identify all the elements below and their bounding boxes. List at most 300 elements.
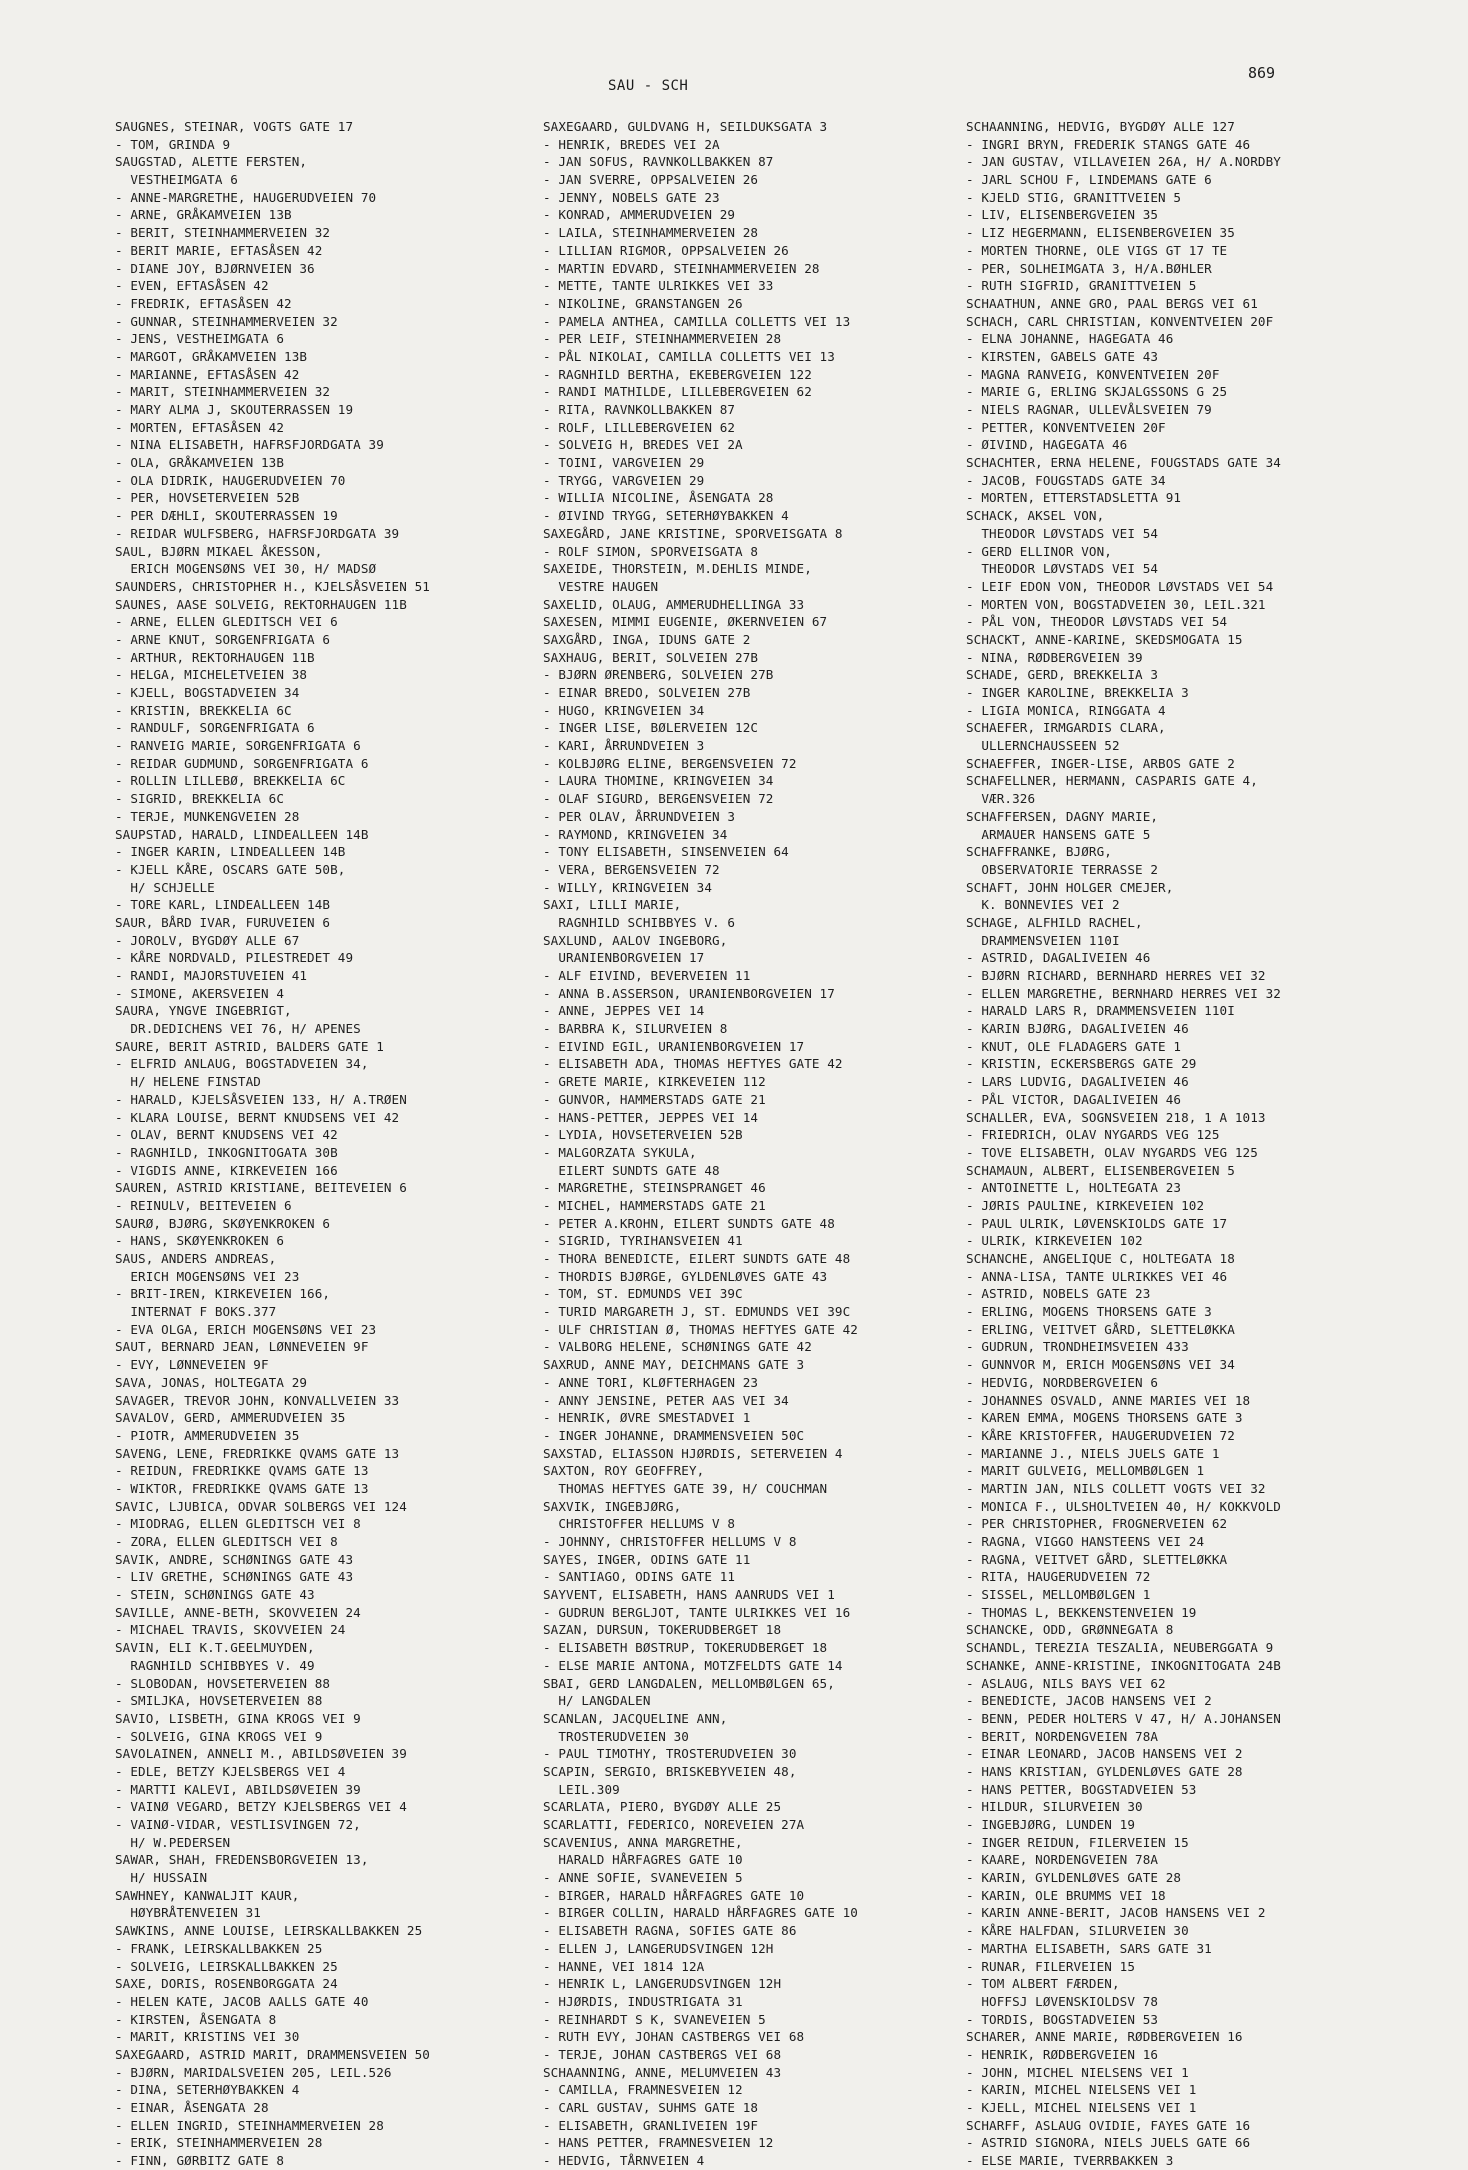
directory-entry: SAXHAUG, BERIT, SOLVEIEN 27B bbox=[543, 649, 759, 665]
directory-entry: - ASTRID SIGNORA, NIELS JUELS GATE 66 bbox=[966, 2135, 1251, 2151]
directory-entry: URANIENBORGVEIEN 17 bbox=[543, 950, 705, 966]
directory-entry: - OLA DIDRIK, HAUGERUDVEIEN 70 bbox=[115, 472, 346, 488]
directory-column-middle bbox=[543, 118, 858, 2170]
directory-entry: - MIODRAG, ELLEN GLEDITSCH VEI 8 bbox=[115, 1516, 361, 1532]
directory-entry: - MONICA F., ULSHOLTVEIEN 40, H/ KOKKVOLD bbox=[966, 1498, 1281, 1514]
directory-entry: - BERIT MARIE, EFTASÅSEN 42 bbox=[115, 242, 323, 258]
directory-entry: - MORTEN, EFTASÅSEN 42 bbox=[115, 419, 285, 435]
directory-entry: - ERIK, STEINHAMMERVEIEN 28 bbox=[115, 2135, 323, 2151]
directory-entry: - ARNE, ELLEN GLEDITSCH VEI 6 bbox=[115, 614, 338, 630]
directory-entry: - KIRSTEN, GABELS GATE 43 bbox=[966, 348, 1159, 364]
directory-entry: - BIRGER, HARALD HÅRFAGRES GATE 10 bbox=[543, 1887, 805, 1903]
directory-entry: - JOHANNES OSVALD, ANNE MARIES VEI 18 bbox=[966, 1392, 1251, 1408]
directory-entry: - REIDAR WULFSBERG, HAFRSFJORDGATA 39 bbox=[115, 525, 400, 541]
directory-entry: - BERIT, NORDENGVEIEN 78A bbox=[966, 1728, 1159, 1744]
directory-entry: SAVENG, LENE, FREDRIKKE QVAMS GATE 13 bbox=[115, 1445, 400, 1461]
directory-entry: - KÅRE KRISTOFFER, HAUGERUDVEIEN 72 bbox=[966, 1427, 1235, 1443]
directory-entry: - EINAR, ÅSENGATA 28 bbox=[115, 2100, 269, 2115]
directory-entry: - HILDUR, SILURVEIEN 30 bbox=[966, 1799, 1143, 1815]
directory-entry: - TERJE, JOHAN CASTBERGS VEI 68 bbox=[543, 2046, 782, 2062]
directory-entry: - HANS-PETTER, JEPPES VEI 14 bbox=[543, 1109, 759, 1125]
directory-entry: LEIL.309 bbox=[543, 1781, 620, 1797]
directory-entry: - JOROLV, BYGDØY ALLE 67 bbox=[115, 932, 300, 948]
directory-entry: SAXELID, OLAUG, AMMERUDHELLINGA 33 bbox=[543, 596, 805, 612]
directory-entry: - HENRIK, BREDES VEI 2A bbox=[543, 136, 720, 152]
directory-entry: SCHAEFER, IRMGARDIS CLARA, bbox=[966, 720, 1166, 736]
directory-entry: - ZORA, ELLEN GLEDITSCH VEI 8 bbox=[115, 1534, 338, 1549]
directory-entry: - TOVE ELISABETH, OLAV NYGARDS VEG 125 bbox=[966, 1144, 1258, 1160]
directory-entry: - GUNVOR, HAMMERSTADS GATE 21 bbox=[543, 1091, 766, 1107]
directory-entry: SAWAR, SHAH, FREDENSBORGVEIEN 13, bbox=[115, 1852, 369, 1868]
directory-entry: - GERD ELLINOR VON, bbox=[966, 543, 1112, 559]
directory-entry: - RITA, RAVNKOLLBAKKEN 87 bbox=[543, 402, 736, 417]
directory-entry: - ELFRID ANLAUG, BOGSTADVEIEN 34, bbox=[115, 1056, 369, 1072]
directory-entry: - ANNA-LISA, TANTE ULRIKKES VEI 46 bbox=[966, 1268, 1228, 1284]
directory-entry: - JØRIS PAULINE, KIRKEVEIEN 102 bbox=[966, 1197, 1205, 1213]
directory-entry: - VAINØ VEGARD, BETZY KJELSBERGS VEI 4 bbox=[115, 1799, 407, 1815]
directory-entry: - DINA, SETERHØYBAKKEN 4 bbox=[115, 2082, 300, 2098]
directory-entry: - TURID MARGARETH J, ST. EDMUNDS VEI 39C bbox=[543, 1304, 851, 1320]
directory-entry: - KARIN, MICHEL NIELSENS VEI 1 bbox=[966, 2082, 1197, 2098]
directory-entry: - ANNA B.ASSERSON, URANIENBORGVEIEN 17 bbox=[543, 985, 835, 1001]
directory-entry: - KJELL, BOGSTADVEIEN 34 bbox=[115, 685, 300, 700]
directory-entry: - MARGRETHE, STEINSPRANGET 46 bbox=[543, 1180, 766, 1196]
directory-entry: - JENS, VESTHEIMGATA 6 bbox=[115, 331, 285, 347]
directory-entry: SAXEIDE, THORSTEIN, M.DEHLIS MINDE, bbox=[543, 561, 812, 577]
directory-entry: SAXE, DORIS, ROSENBORGGATA 24 bbox=[115, 1976, 338, 1992]
directory-entry: - ANNE SOFIE, SVANEVEIEN 5 bbox=[543, 1870, 743, 1886]
directory-entry: - HANS PETTER, BOGSTADVEIEN 53 bbox=[966, 1781, 1197, 1797]
directory-entry: - FRIEDRICH, OLAV NYGARDS VEG 125 bbox=[966, 1127, 1220, 1143]
directory-entry: - PIOTR, AMMERUDVEIEN 35 bbox=[115, 1427, 300, 1443]
directory-entry: - VERA, BERGENSVEIEN 72 bbox=[543, 861, 720, 877]
directory-entry: - ELISABETH, GRANLIVEIEN 19F bbox=[543, 2117, 759, 2133]
directory-entry: - SANTIAGO, ODINS GATE 11 bbox=[543, 1569, 736, 1585]
directory-entry: ERICH MOGENSØNS VEI 23 bbox=[115, 1268, 300, 1284]
directory-entry: - KARIN ANNE-BERIT, JACOB HANSENS VEI 2 bbox=[966, 1905, 1266, 1921]
directory-entry: - TOM, ST. EDMUNDS VEI 39C bbox=[543, 1286, 743, 1302]
directory-entry: - EVA OLGA, ERICH MOGENSØNS VEI 23 bbox=[115, 1321, 377, 1337]
directory-entry: SCHARFF, ASLAUG OVIDIE, FAYES GATE 16 bbox=[966, 2117, 1251, 2133]
directory-entry: - RANVEIG MARIE, SORGENFRIGATA 6 bbox=[115, 738, 361, 754]
directory-entry: - KRISTIN, BREKKELIA 6C bbox=[115, 702, 292, 718]
directory-entry: - LAILA, STEINHAMMERVEIEN 28 bbox=[543, 225, 759, 241]
directory-entry: - SMILJKA, HOVSETERVEIEN 88 bbox=[115, 1693, 323, 1709]
directory-entry: DR.DEDICHENS VEI 76, H/ APENES bbox=[115, 1021, 361, 1037]
directory-entry: - THORA BENEDICTE, EILERT SUNDTS GATE 48 bbox=[543, 1251, 851, 1266]
directory-entry: SCHADE, GERD, BREKKELIA 3 bbox=[966, 667, 1159, 683]
directory-entry: - SOLVEIG H, BREDES VEI 2A bbox=[543, 437, 743, 453]
directory-entry: SAUGSTAD, ALETTE FERSTEN, bbox=[115, 154, 308, 170]
directory-entry: - KONRAD, AMMERUDVEIEN 29 bbox=[543, 207, 736, 223]
directory-entry: - KOLBJØRG ELINE, BERGENSVEIEN 72 bbox=[543, 755, 797, 771]
directory-entry: - LEIF EDON VON, THEODOR LØVSTADS VEI 54 bbox=[966, 578, 1274, 594]
directory-entry: - ELISABETH BØSTRUP, TOKERUDBERGET 18 bbox=[543, 1640, 828, 1656]
directory-entry: - LIGIA MONICA, RINGGATA 4 bbox=[966, 702, 1166, 718]
directory-entry: - ELSE MARIE ANTONA, MOTZFELDTS GATE 14 bbox=[543, 1657, 843, 1673]
directory-entry: ARMAUER HANSENS GATE 5 bbox=[966, 826, 1151, 842]
directory-entry: - MICHAEL TRAVIS, SKOVVEIEN 24 bbox=[115, 1622, 346, 1638]
directory-entry: VESTRE HAUGEN bbox=[543, 578, 659, 594]
directory-entry: - HANS, SKØYENKROKEN 6 bbox=[115, 1233, 285, 1249]
directory-entry: - WILLY, KRINGVEIEN 34 bbox=[543, 879, 713, 895]
directory-entry: SAUGNES, STEINAR, VOGTS GATE 17 bbox=[115, 119, 354, 134]
directory-entry: - TOM ALBERT FÆRDEN, bbox=[966, 1976, 1120, 1992]
directory-entry: - INGER KARIN, LINDEALLEEN 14B bbox=[115, 844, 346, 860]
directory-entry: - THOMAS L, BEKKENSTENVEIEN 19 bbox=[966, 1604, 1197, 1620]
directory-entry: - ELLEN J, LANGERUDSVINGEN 12H bbox=[543, 1940, 774, 1956]
directory-entry: SAYVENT, ELISABETH, HANS AANRUDS VEI 1 bbox=[543, 1587, 835, 1603]
directory-entry: - MAGNA RANVEIG, KONVENTVEIEN 20F bbox=[966, 366, 1220, 382]
directory-entry: - ASLAUG, NILS BAYS VEI 62 bbox=[966, 1675, 1166, 1691]
directory-entry: SCARLATTI, FEDERICO, NOREVEIEN 27A bbox=[543, 1817, 805, 1832]
directory-entry: - ELLEN INGRID, STEINHAMMERVEIEN 28 bbox=[115, 2117, 384, 2133]
directory-entry: - ELLEN MARGRETHE, BERNHARD HERRES VEI 32 bbox=[966, 985, 1281, 1001]
page-header bbox=[0, 64, 1468, 102]
directory-entry: - ELISABETH RAGNA, SOFIES GATE 86 bbox=[543, 1923, 797, 1939]
directory-entry: - BARBRA K, SILURVEIEN 8 bbox=[543, 1021, 728, 1037]
directory-entry: - SIMONE, AKERSVEIEN 4 bbox=[115, 985, 285, 1001]
directory-entry: - JAN GUSTAV, VILLAVEIEN 26A, H/ A.NORDBY bbox=[966, 154, 1281, 170]
directory-entry: SCHALLER, EVA, SOGNSVEIEN 218, 1 A 1013 bbox=[966, 1109, 1266, 1125]
directory-entry: - SOLVEIG, LEIRSKALLBAKKEN 25 bbox=[115, 1958, 338, 1974]
directory-entry: SAUR, BÅRD IVAR, FURUVEIEN 6 bbox=[115, 914, 331, 930]
directory-entry: SCAPIN, SERGIO, BRISKEBYVEIEN 48, bbox=[543, 1763, 797, 1779]
directory-entry: - LAURA THOMINE, KRINGVEIEN 34 bbox=[543, 773, 774, 789]
directory-entry: SAURE, BERIT ASTRID, BALDERS GATE 1 bbox=[115, 1038, 384, 1054]
directory-entry: - RITA, HAUGERUDVEIEN 72 bbox=[966, 1569, 1151, 1585]
directory-entry: H/ W.PEDERSEN bbox=[115, 1834, 231, 1850]
directory-entry: - RAGNA, VIGGO HANSTEENS VEI 24 bbox=[966, 1534, 1205, 1549]
directory-entry: - ANTOINETTE L, HOLTEGATA 23 bbox=[966, 1180, 1182, 1196]
directory-entry: SCHAANNING, ANNE, MELUMVEIEN 43 bbox=[543, 2064, 782, 2080]
directory-entry: - INGER REIDUN, FILERVEIEN 15 bbox=[966, 1834, 1189, 1850]
directory-entry: SAVA, JONAS, HOLTEGATA 29 bbox=[115, 1374, 308, 1390]
directory-entry: SCHACH, CARL CHRISTIAN, KONVENTVEIEN 20F bbox=[966, 313, 1274, 329]
directory-entry: SAXVIK, INGEBJØRG, bbox=[543, 1498, 682, 1514]
directory-entry: SAXI, LILLI MARIE, bbox=[543, 897, 682, 913]
directory-entry: - PAUL TIMOTHY, TROSTERUDVEIEN 30 bbox=[543, 1746, 797, 1762]
directory-entry: SAUNES, AASE SOLVEIG, REKTORHAUGEN 11B bbox=[115, 596, 407, 612]
directory-entry: - STEIN, SCHØNINGS GATE 43 bbox=[115, 1587, 315, 1603]
directory-entry: THOMAS HEFTYES GATE 39, H/ COUCHMAN bbox=[543, 1480, 828, 1496]
directory-entry: SCHANCKE, ODD, GRØNNEGATA 8 bbox=[966, 1622, 1174, 1638]
directory-entry: RAGNHILD SCHIBBYES V. 49 bbox=[115, 1657, 315, 1673]
directory-entry: SCHAMAUN, ALBERT, ELISENBERGVEIEN 5 bbox=[966, 1162, 1235, 1178]
directory-entry: - JARL SCHOU F, LINDEMANS GATE 6 bbox=[966, 172, 1212, 188]
directory-entry: - LARS LUDVIG, DAGALIVEIEN 46 bbox=[966, 1074, 1189, 1090]
directory-entry: - LILLIAN RIGMOR, OPPSALVEIEN 26 bbox=[543, 242, 789, 258]
directory-entry: SCHAEFFER, INGER-LISE, ARBOS GATE 2 bbox=[966, 755, 1235, 771]
directory-entry: OBSERVATORIE TERRASSE 2 bbox=[966, 861, 1159, 877]
directory-entry: - NINA ELISABETH, HAFRSFJORDGATA 39 bbox=[115, 437, 384, 453]
directory-entry: - REINHARDT S K, SVANEVEIEN 5 bbox=[543, 2011, 766, 2027]
directory-entry: - WILLIA NICOLINE, ÅSENGATA 28 bbox=[543, 490, 774, 506]
directory-entry: - MARIT GULVEIG, MELLOMBØLGEN 1 bbox=[966, 1463, 1205, 1479]
directory-entry: - PER CHRISTOPHER, FROGNERVEIEN 62 bbox=[966, 1516, 1228, 1532]
directory-entry: SAVAGER, TREVOR JOHN, KONVALLVEIEN 33 bbox=[115, 1392, 400, 1408]
directory-entry: - FREDRIK, EFTASÅSEN 42 bbox=[115, 295, 292, 311]
directory-entry: - TONY ELISABETH, SINSENVEIEN 64 bbox=[543, 844, 789, 860]
directory-entry: - PETER A.KROHN, EILERT SUNDTS GATE 48 bbox=[543, 1215, 835, 1231]
directory-entry: - ERLING, VEITVET GÅRD, SLETTELØKKA bbox=[966, 1321, 1235, 1337]
directory-entry: - GUNNAR, STEINHAMMERVEIEN 32 bbox=[115, 313, 338, 329]
directory-entry: SCHAFFRANKE, BJØRG, bbox=[966, 844, 1112, 860]
directory-entry: - RUTH SIGFRID, GRANITTVEIEN 5 bbox=[966, 278, 1197, 294]
directory-entry: - MARIANNE J., NIELS JUELS GATE 1 bbox=[966, 1445, 1220, 1461]
directory-entry: - HARALD LARS R, DRAMMENSVEIEN 110I bbox=[966, 1003, 1235, 1019]
directory-entry: SCHACKT, ANNE-KARINE, SKEDSMOGATA 15 bbox=[966, 631, 1243, 647]
directory-entry: - EVY, LØNNEVEIEN 9F bbox=[115, 1357, 269, 1373]
directory-entry: SAVIN, ELI K.T.GEELMUYDEN, bbox=[115, 1640, 315, 1656]
directory-entry: - ASTRID, NOBELS GATE 23 bbox=[966, 1286, 1151, 1302]
directory-entry: - ASTRID, DAGALIVEIEN 46 bbox=[966, 950, 1151, 966]
directory-entry: - INGER JOHANNE, DRAMMENSVEIEN 50C bbox=[543, 1427, 805, 1443]
directory-entry: SAXEGAARD, ASTRID MARIT, DRAMMENSVEIEN 50 bbox=[115, 2046, 430, 2062]
directory-entry: - JACOB, FOUGSTADS GATE 34 bbox=[966, 472, 1166, 488]
directory-entry: - MALGORZATA SYKULA, bbox=[543, 1144, 697, 1160]
directory-entry: DRAMMENSVEIEN 110I bbox=[966, 932, 1120, 948]
directory-entry: SCHARER, ANNE MARIE, RØDBERGVEIEN 16 bbox=[966, 2029, 1243, 2045]
directory-entry: SAXSTAD, ELIASSON HJØRDIS, SETERVEIEN 4 bbox=[543, 1445, 843, 1461]
directory-entry: SAXGÅRD, INGA, IDUNS GATE 2 bbox=[543, 631, 751, 647]
directory-entry: - BRIT-IREN, KIRKEVEIEN 166, bbox=[115, 1286, 331, 1302]
directory-entry: - ØIVIND TRYGG, SETERHØYBAKKEN 4 bbox=[543, 508, 789, 524]
directory-entry: - KLARA LOUISE, BERNT KNUDSENS VEI 42 bbox=[115, 1109, 400, 1125]
directory-entry: - RAGNHILD, INKOGNITOGATA 30B bbox=[115, 1144, 338, 1160]
directory-entry: - MARY ALMA J, SKOUTERRASSEN 19 bbox=[115, 402, 354, 417]
directory-entry: - REIDUN, FREDRIKKE QVAMS GATE 13 bbox=[115, 1463, 369, 1479]
directory-entry: - KJELD STIG, GRANITTVEIEN 5 bbox=[966, 189, 1182, 205]
directory-entry: SCHAFELLNER, HERMANN, CASPARIS GATE 4, bbox=[966, 773, 1258, 789]
directory-entry: - PAUL ULRIK, LØVENSKIOLDS GATE 17 bbox=[966, 1215, 1228, 1231]
directory-entry: - BJØRN ØRENBERG, SOLVEIEN 27B bbox=[543, 667, 774, 683]
directory-entry: SCAVENIUS, ANNA MARGRETHE, bbox=[543, 1834, 743, 1850]
directory-entry: - TORDIS, BOGSTADVEIEN 53 bbox=[966, 2011, 1159, 2027]
directory-entry: - ARNE, GRÅKAMVEIEN 13B bbox=[115, 207, 292, 223]
directory-entry: SCHAGE, ALFHILD RACHEL, bbox=[966, 914, 1143, 930]
directory-entry: - REINULV, BEITEVEIEN 6 bbox=[115, 1197, 292, 1213]
directory-entry: - KRISTIN, ECKERSBERGS GATE 29 bbox=[966, 1056, 1197, 1072]
directory-entry: - FINN, GØRBITZ GATE 8 bbox=[115, 2153, 285, 2169]
directory-entry: SCHANCHE, ANGELIQUE C, HOLTEGATA 18 bbox=[966, 1251, 1235, 1266]
directory-entry: - JENNY, NOBELS GATE 23 bbox=[543, 189, 720, 205]
directory-entry: - MARGOT, GRÅKAMVEIEN 13B bbox=[115, 348, 308, 364]
directory-entry: - LYDIA, HOVSETERVEIEN 52B bbox=[543, 1127, 743, 1143]
directory-entry: ULLERNCHAUSSEEN 52 bbox=[966, 738, 1120, 754]
directory-entry: - PER DÆHLI, SKOUTERRASSEN 19 bbox=[115, 508, 338, 524]
directory-entry: - KARIN, OLE BRUMMS VEI 18 bbox=[966, 1887, 1166, 1903]
directory-entry: SAVIK, ANDRE, SCHØNINGS GATE 43 bbox=[115, 1551, 354, 1567]
directory-entry: - RANDI, MAJORSTUVEIEN 41 bbox=[115, 968, 308, 983]
directory-entry: - MORTEN, ETTERSTADSLETTA 91 bbox=[966, 490, 1182, 506]
directory-entry: INTERNAT F BOKS.377 bbox=[115, 1304, 277, 1320]
directory-entry: - ARNE KNUT, SORGENFRIGATA 6 bbox=[115, 631, 331, 647]
directory-entry: - RUTH EVY, JOHAN CASTBERGS VEI 68 bbox=[543, 2029, 805, 2045]
directory-entry: - GRETE MARIE, KIRKEVEIEN 112 bbox=[543, 1074, 766, 1090]
directory-entry: ERICH MOGENSØNS VEI 30, H/ MADSØ bbox=[115, 561, 377, 577]
directory-entry: - PAMELA ANTHEA, CAMILLA COLLETTS VEI 13 bbox=[543, 313, 851, 329]
directory-entry: - KAREN EMMA, MOGENS THORSENS GATE 3 bbox=[966, 1410, 1243, 1426]
directory-entry: - MORTEN THORNE, OLE VIGS GT 17 TE bbox=[966, 242, 1228, 258]
directory-entry: SAUPSTAD, HARALD, LINDEALLEEN 14B bbox=[115, 826, 369, 842]
directory-entry: SBAI, GERD LANGDALEN, MELLOMBØLGEN 65, bbox=[543, 1675, 835, 1691]
directory-entry: - KJELL, MICHEL NIELSENS VEI 1 bbox=[966, 2100, 1197, 2115]
directory-entry: - KARIN BJØRG, DAGALIVEIEN 46 bbox=[966, 1021, 1189, 1037]
directory-entry: SCHAFT, JOHN HOLGER CMEJER, bbox=[966, 879, 1174, 895]
directory-entry: - MARTTI KALEVI, ABILDSØVEIEN 39 bbox=[115, 1781, 361, 1797]
directory-entry: - CAMILLA, FRAMNESVEIEN 12 bbox=[543, 2082, 743, 2098]
directory-entry: - BERIT, STEINHAMMERVEIEN 32 bbox=[115, 225, 331, 241]
directory-entry: - HANS KRISTIAN, GYLDENLØVES GATE 28 bbox=[966, 1763, 1243, 1779]
directory-entry: H/ LANGDALEN bbox=[543, 1693, 651, 1709]
directory-entry: - PÅL VON, THEODOR LØVSTADS VEI 54 bbox=[966, 614, 1228, 630]
directory-entry: SCHAANNING, HEDVIG, BYGDØY ALLE 127 bbox=[966, 119, 1235, 134]
directory-entry: - CARL GUSTAV, SUHMS GATE 18 bbox=[543, 2100, 759, 2115]
directory-entry: SAUT, BERNARD JEAN, LØNNEVEIEN 9F bbox=[115, 1339, 369, 1355]
directory-entry: - ERLING, MOGENS THORSENS GATE 3 bbox=[966, 1304, 1212, 1320]
directory-entry: - RANDI MATHILDE, LILLEBERGVEIEN 62 bbox=[543, 384, 812, 400]
directory-entry: - MARTIN EDVARD, STEINHAMMERVEIEN 28 bbox=[543, 260, 820, 276]
directory-entry: - ROLF SIMON, SPORVEISGATA 8 bbox=[543, 543, 759, 559]
directory-entry: H/ SCHJELLE bbox=[115, 879, 215, 895]
directory-entry: - HENRIK, RØDBERGVEIEN 16 bbox=[966, 2046, 1159, 2062]
directory-entry: SAXESEN, MIMMI EUGENIE, ØKERNVEIEN 67 bbox=[543, 614, 828, 630]
directory-entry: - MARIT, KRISTINS VEI 30 bbox=[115, 2029, 300, 2045]
directory-entry: SAUS, ANDERS ANDREAS, bbox=[115, 1251, 277, 1266]
directory-entry: - JAN SVERRE, OPPSALVEIEN 26 bbox=[543, 172, 759, 188]
directory-entry: - ANNE-MARGRETHE, HAUGERUDVEIEN 70 bbox=[115, 189, 377, 205]
directory-entry: - PÅL NIKOLAI, CAMILLA COLLETTS VEI 13 bbox=[543, 348, 835, 364]
directory-entry: - LIV, ELISENBERGVEIEN 35 bbox=[966, 207, 1159, 223]
directory-entry: SCHACHTER, ERNA HELENE, FOUGSTADS GATE 34 bbox=[966, 455, 1281, 471]
directory-entry: - KAARE, NORDENGVEIEN 78A bbox=[966, 1852, 1159, 1868]
directory-entry: - SOLVEIG, GINA KROGS VEI 9 bbox=[115, 1728, 323, 1744]
directory-entry: - MARTHA ELISABETH, SARS GATE 31 bbox=[966, 1940, 1212, 1956]
directory-entry: - REIDAR GUDMUND, SORGENFRIGATA 6 bbox=[115, 755, 369, 771]
directory-entry: - BENEDICTE, JACOB HANSENS VEI 2 bbox=[966, 1693, 1212, 1709]
directory-entry: - PER, HOVSETERVEIEN 52B bbox=[115, 490, 300, 506]
directory-entry: - KÅRE HALFDAN, SILURVEIEN 30 bbox=[966, 1923, 1189, 1939]
directory-entry: H/ HELENE FINSTAD bbox=[115, 1074, 261, 1090]
directory-entry: - THORDIS BJØRGE, GYLDENLØVES GATE 43 bbox=[543, 1268, 828, 1284]
directory-entry: SAXTON, ROY GEOFFREY, bbox=[543, 1463, 705, 1479]
directory-entry: SCHANKE, ANNE-KRISTINE, INKOGNITOGATA 24B bbox=[966, 1657, 1281, 1673]
directory-entry: - PER, SOLHEIMGATA 3, H/A.BØHLER bbox=[966, 260, 1212, 276]
directory-entry: - JOHN, MICHEL NIELSENS VEI 1 bbox=[966, 2064, 1189, 2080]
directory-entry: SAXRUD, ANNE MAY, DEICHMANS GATE 3 bbox=[543, 1357, 805, 1373]
directory-entry: - TERJE, MUNKENGVEIEN 28 bbox=[115, 808, 300, 824]
directory-entry: - FRANK, LEIRSKALLBAKKEN 25 bbox=[115, 1940, 323, 1956]
directory-entry: - ROLLIN LILLEBØ, BREKKELIA 6C bbox=[115, 773, 346, 789]
directory-entry: - TORE KARL, LINDEALLEEN 14B bbox=[115, 897, 331, 913]
directory-entry: - METTE, TANTE ULRIKKES VEI 33 bbox=[543, 278, 774, 294]
directory-entry: - NINA, RØDBERGVEIEN 39 bbox=[966, 649, 1143, 665]
directory-entry: SAVOLAINEN, ANNELI M., ABILDSØVEIEN 39 bbox=[115, 1746, 407, 1762]
directory-entry: - HEDVIG, TÅRNVEIEN 4 bbox=[543, 2153, 705, 2169]
directory-entry: - HARALD, KJELSÅSVEIEN 133, H/ A.TRØEN bbox=[115, 1091, 407, 1107]
directory-entry: - EIVIND EGIL, URANIENBORGVEIEN 17 bbox=[543, 1038, 805, 1054]
directory-entry: - RANDULF, SORGENFRIGATA 6 bbox=[115, 720, 315, 736]
directory-entry: - HANNE, VEI 1814 12A bbox=[543, 1958, 705, 1974]
directory-entry: - HELEN KATE, JACOB AALLS GATE 40 bbox=[115, 1993, 369, 2009]
directory-entry: - GUDRUN, TRONDHEIMSVEIEN 433 bbox=[966, 1339, 1189, 1355]
directory-entry: - KÅRE NORDVALD, PILESTREDET 49 bbox=[115, 950, 354, 966]
directory-column-right bbox=[966, 118, 1281, 2170]
directory-entry: SCHAFFERSEN, DAGNY MARIE, bbox=[966, 808, 1159, 824]
directory-entry: - ULF CHRISTIAN Ø, THOMAS HEFTYES GATE 42 bbox=[543, 1321, 858, 1337]
directory-entry: - VALBORG HELENE, SCHØNINGS GATE 42 bbox=[543, 1339, 812, 1355]
directory-entry: - PÅL VICTOR, DAGALIVEIEN 46 bbox=[966, 1091, 1182, 1107]
directory-entry: - SISSEL, MELLOMBØLGEN 1 bbox=[966, 1587, 1151, 1603]
directory-entry: - DIANE JOY, BJØRNVEIEN 36 bbox=[115, 260, 315, 276]
directory-entry: SAVIC, LJUBICA, ODVAR SOLBERGS VEI 124 bbox=[115, 1498, 407, 1514]
directory-entry: - PER OLAV, ÅRRUNDVEIEN 3 bbox=[543, 808, 736, 824]
directory-entry: - KJELL KÅRE, OSCARS GATE 50B, bbox=[115, 861, 346, 877]
directory-entry: - LIV GRETHE, SCHØNINGS GATE 43 bbox=[115, 1569, 354, 1585]
directory-entry: - ANNY JENSINE, PETER AAS VEI 34 bbox=[543, 1392, 789, 1408]
directory-entry: - ELNA JOHANNE, HAGEGATA 46 bbox=[966, 331, 1174, 347]
directory-entry: HOFFSJ LØVENSKIOLDSV 78 bbox=[966, 1993, 1159, 2009]
directory-entry: SCHAATHUN, ANNE GRO, PAAL BERGS VEI 61 bbox=[966, 295, 1258, 311]
directory-entry: - EINAR LEONARD, JACOB HANSENS VEI 2 bbox=[966, 1746, 1243, 1762]
directory-entry: SAUREN, ASTRID KRISTIANE, BEITEVEIEN 6 bbox=[115, 1180, 407, 1196]
directory-entry: SAXEGÅRD, JANE KRISTINE, SPORVEISGATA 8 bbox=[543, 525, 843, 541]
directory-entry: - OLAV, BERNT KNUDSENS VEI 42 bbox=[115, 1127, 338, 1143]
directory-entry: - INGER KAROLINE, BREKKELIA 3 bbox=[966, 685, 1189, 700]
directory-entry: SAWHNEY, KANWALJIT KAUR, bbox=[115, 1887, 300, 1903]
directory-entry: THEODOR LØVSTADS VEI 54 bbox=[966, 525, 1159, 541]
directory-entry: - MARIANNE, EFTASÅSEN 42 bbox=[115, 366, 300, 382]
directory-entry: - KARIN, GYLDENLØVES GATE 28 bbox=[966, 1870, 1182, 1886]
directory-entry: - PETTER, KONVENTVEIEN 20F bbox=[966, 419, 1166, 435]
directory-entry: - ANNE TORI, KLØFTERHAGEN 23 bbox=[543, 1374, 759, 1390]
directory-entry: - RAGNA, VEITVET GÅRD, SLETTELØKKA bbox=[966, 1551, 1228, 1567]
directory-entry: - NIKOLINE, GRANSTANGEN 26 bbox=[543, 295, 743, 311]
directory-entry: - GUDRUN BERGLJOT, TANTE ULRIKKES VEI 16 bbox=[543, 1604, 851, 1620]
directory-entry: VESTHEIMGATA 6 bbox=[115, 172, 238, 188]
directory-entry: - BJØRN, MARIDALSVEIEN 205, LEIL.526 bbox=[115, 2064, 392, 2080]
directory-entry: - HJØRDIS, INDUSTRIGATA 31 bbox=[543, 1993, 743, 2009]
directory-entry: - TOM, GRINDA 9 bbox=[115, 136, 231, 152]
directory-entry: - RAGNHILD BERTHA, EKEBERGVEIEN 122 bbox=[543, 366, 812, 382]
directory-entry: - SIGRID, TYRIHANSVEIEN 41 bbox=[543, 1233, 743, 1249]
directory-entry: SAURA, YNGVE INGEBRIGT, bbox=[115, 1003, 292, 1019]
directory-entry: - GUNNVOR M, ERICH MOGENSØNS VEI 34 bbox=[966, 1357, 1235, 1373]
directory-entry: SCHANDL, TEREZIA TESZALIA, NEUBERGGATA 9 bbox=[966, 1640, 1274, 1656]
directory-entry: - JOHNNY, CHRISTOFFER HELLUMS V 8 bbox=[543, 1534, 797, 1549]
directory-entry: - MARIE G, ERLING SKJALGSSONS G 25 bbox=[966, 384, 1228, 400]
directory-entry: SCANLAN, JACQUELINE ANN, bbox=[543, 1710, 728, 1726]
directory-entry: - TRYGG, VARGVEIEN 29 bbox=[543, 472, 705, 488]
directory-entry: K. BONNEVIES VEI 2 bbox=[966, 897, 1120, 913]
directory-entry: - JAN SOFUS, RAVNKOLLBAKKEN 87 bbox=[543, 154, 774, 170]
directory-entry: - VIGDIS ANNE, KIRKEVEIEN 166 bbox=[115, 1162, 338, 1178]
directory-entry: - RAYMOND, KRINGVEIEN 34 bbox=[543, 826, 728, 842]
directory-entry: - HENRIK, ØVRE SMESTADVEI 1 bbox=[543, 1410, 751, 1426]
directory-entry: SAZAN, DURSUN, TOKERUDBERGET 18 bbox=[543, 1622, 782, 1638]
directory-entry: - ELISABETH ADA, THOMAS HEFTYES GATE 42 bbox=[543, 1056, 843, 1072]
directory-entry: SCHACK, AKSEL VON, bbox=[966, 508, 1105, 524]
directory-entry: VÆR.326 bbox=[966, 791, 1036, 807]
directory-entry: - TOINI, VARGVEIEN 29 bbox=[543, 455, 705, 471]
directory-entry: - LIZ HEGERMANN, ELISENBERGVEIEN 35 bbox=[966, 225, 1235, 241]
directory-entry: - KARI, ÅRRUNDVEIEN 3 bbox=[543, 738, 705, 754]
directory-entry: - MARTIN JAN, NILS COLLETT VOGTS VEI 32 bbox=[966, 1480, 1266, 1496]
directory-entry: - HENRIK L, LANGERUDSVINGEN 12H bbox=[543, 1976, 782, 1992]
directory-entry: SAVALOV, GERD, AMMERUDVEIEN 35 bbox=[115, 1410, 346, 1426]
directory-entry: - RUNAR, FILERVEIEN 15 bbox=[966, 1958, 1136, 1974]
